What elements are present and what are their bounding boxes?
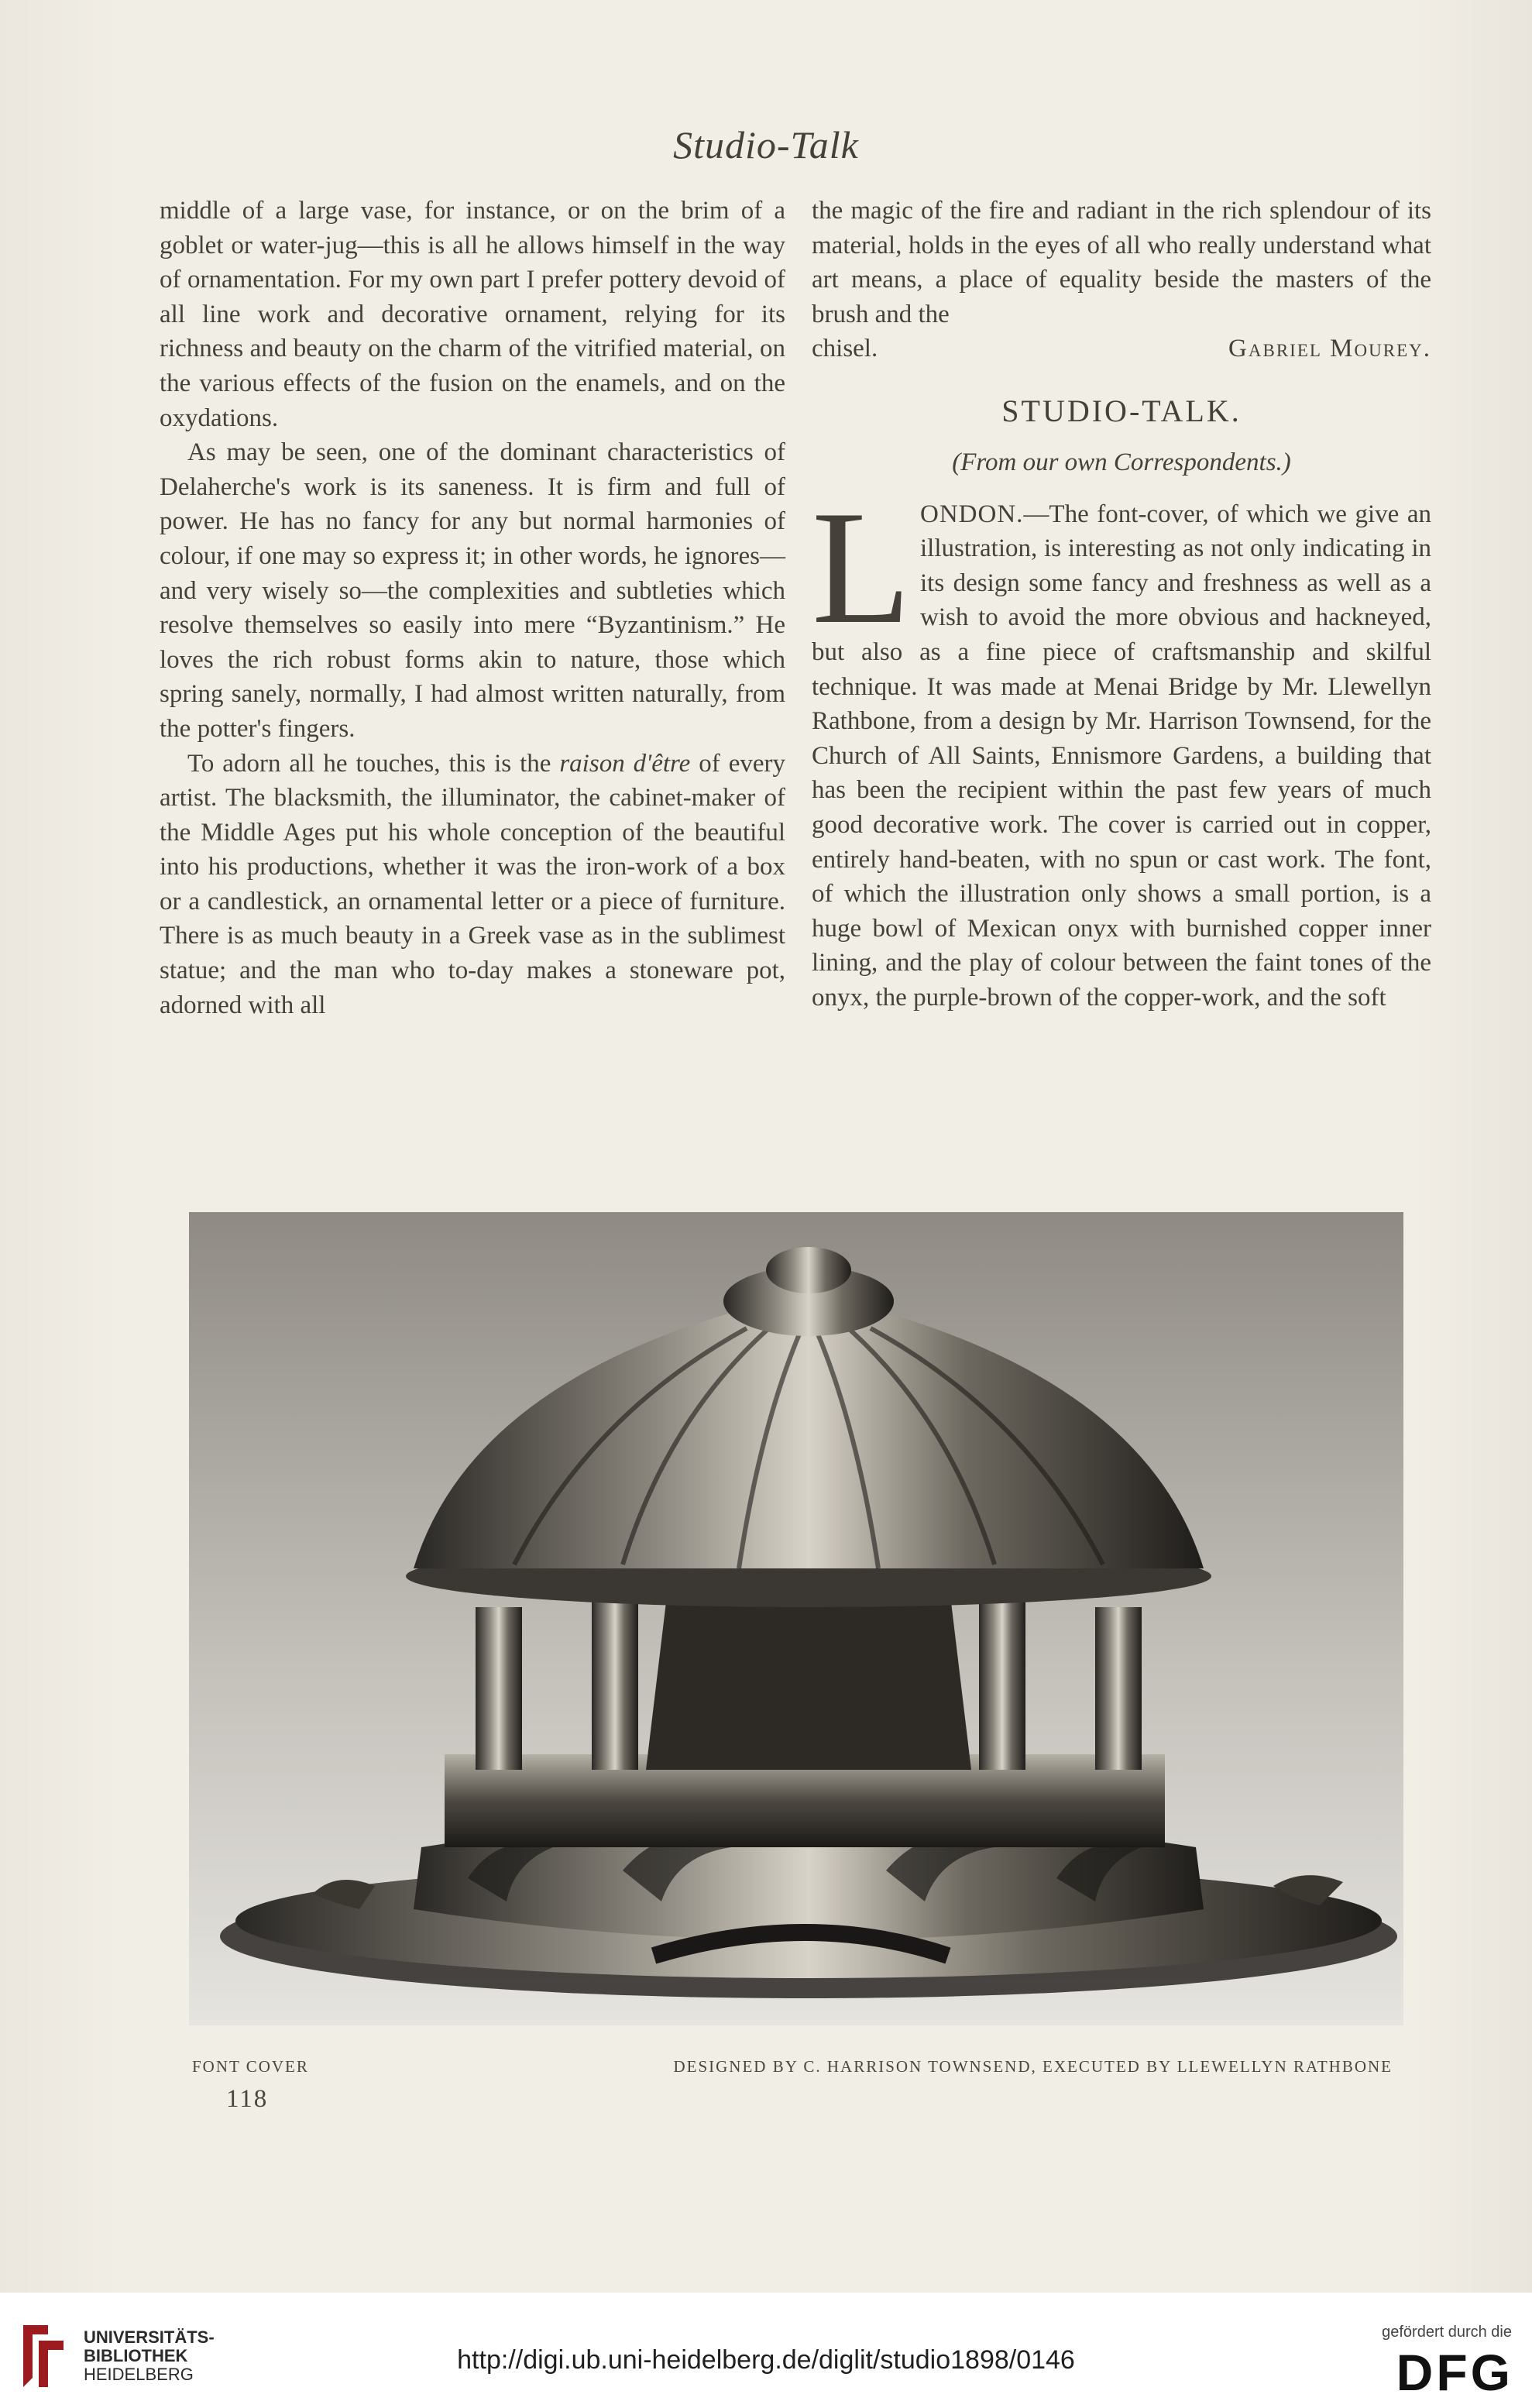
section-title: STUDIO-TALK.	[1001, 393, 1242, 428]
italic-phrase: raison d'être	[559, 749, 691, 778]
paragraph	[812, 477, 1431, 1015]
font-cover-photograph	[189, 1212, 1403, 2025]
text-run: of every artist. The blacksmith, the illuminator, the cabinet-maker of the Middle Ages put his whole conception of the beautiful into his productions, whether it was the iron-work of a box or a candlestick, an ornamental letter or a piece of furniture. There is as much beauty in a Greek vase as in the sublimest statue; and the man who to-day makes a stoneware pot, adorned with all	[160, 749, 785, 1019]
paragraph: middle of a large vase, for instance, or on the brim of a goblet or water-jug—this is all he allows himself in the way of ornamentation. For my own part I prefer pottery devoid of all line work and decorative ornament, relying for its richness and beauty on the charm of the vitrified material, on the various effects of the fusion on the enamels, and on the oxydations.	[160, 197, 785, 432]
page-number: 118	[226, 2085, 269, 2113]
figure-caption-credit: DESIGNED BY C. HARRISON TOWNSEND, EXECUTED BY LLEWELLYN RATHBONE	[673, 2057, 1393, 2076]
source-url-link[interactable]: http://digi.ub.uni-heidelberg.de/diglit/studio1898/0146	[457, 2345, 1075, 2375]
finial-top	[766, 1247, 851, 1293]
digitization-footer	[0, 2293, 1532, 2408]
text-run: the magic of the fire and radiant in the rich splendour of its material, holds in the eyes of all who really understand what art means, a place of equality beside the masters of the brush and the	[812, 197, 1431, 328]
figure-caption-title: FONT COVER	[192, 2057, 309, 2076]
text-run: —The font-cover, of which we give an illustration, is interesting as not only indicating in its design some fancy and freshness as well as a wish to avoid the more obvious and hackneyed, but also as a fine piece of craftsmanship and skilful technique. It was made at Menai Bridge by Mr. Llewellyn Rathbone, from a design by Mr. Harrison Townsend, for the Church of All Saints, Ennismore Gardens, a building that has been the recipient within the past few years of much good decorative work. The cover is carried out in copper, entirely hand-beaten, with no spun or cast work. The font, of which the illustration only shows a small portion, is a huge bowl of Mexican onyx with burnished copper inner lining, and the play of colour between the faint tones of the onyx, the purple-brown of the copper-work, and the soft	[812, 500, 1431, 1012]
drop-cap: L	[812, 477, 912, 658]
paragraph	[160, 747, 785, 1023]
dfg-logo: DFG	[1396, 2344, 1513, 2401]
paragraph	[812, 194, 1431, 331]
funding-label: gefördert durch die	[1382, 2324, 1512, 2341]
text-run: To adorn all he touches, this is the	[187, 749, 560, 778]
signature-line	[812, 331, 1431, 366]
library-name-line: BIBLIOTHEK	[84, 2346, 188, 2365]
text-run: chisel.	[812, 335, 878, 363]
right-column	[812, 194, 1431, 1015]
author-signature: Gabriel Mourey.	[1228, 335, 1431, 363]
text-run: ONDON.	[920, 500, 1024, 528]
paragraph: As may be seen, one of the dominant characteristics of Delaherche's work is its saneness. It is firm and full of power. He has no fancy for any but normal harmonies of colour, if one may so express it; in other words, he ignores—and very wisely so—the complexities and subtleties which resolve themselves so easily into mere “Byzantinism.” He loves the rich robust forms akin to nature, those which spring sanely, normally, I had almost written naturally, from the potter's fingers.	[160, 438, 785, 743]
running-head: Studio-Talk	[673, 123, 859, 167]
left-column	[160, 194, 785, 1022]
library-name-line: UNIVERSITÄTS-	[84, 2327, 215, 2347]
library-name-line: HEIDELBERG	[84, 2365, 194, 2384]
section-subtitle: (From our own Correspondents.)	[952, 448, 1291, 476]
